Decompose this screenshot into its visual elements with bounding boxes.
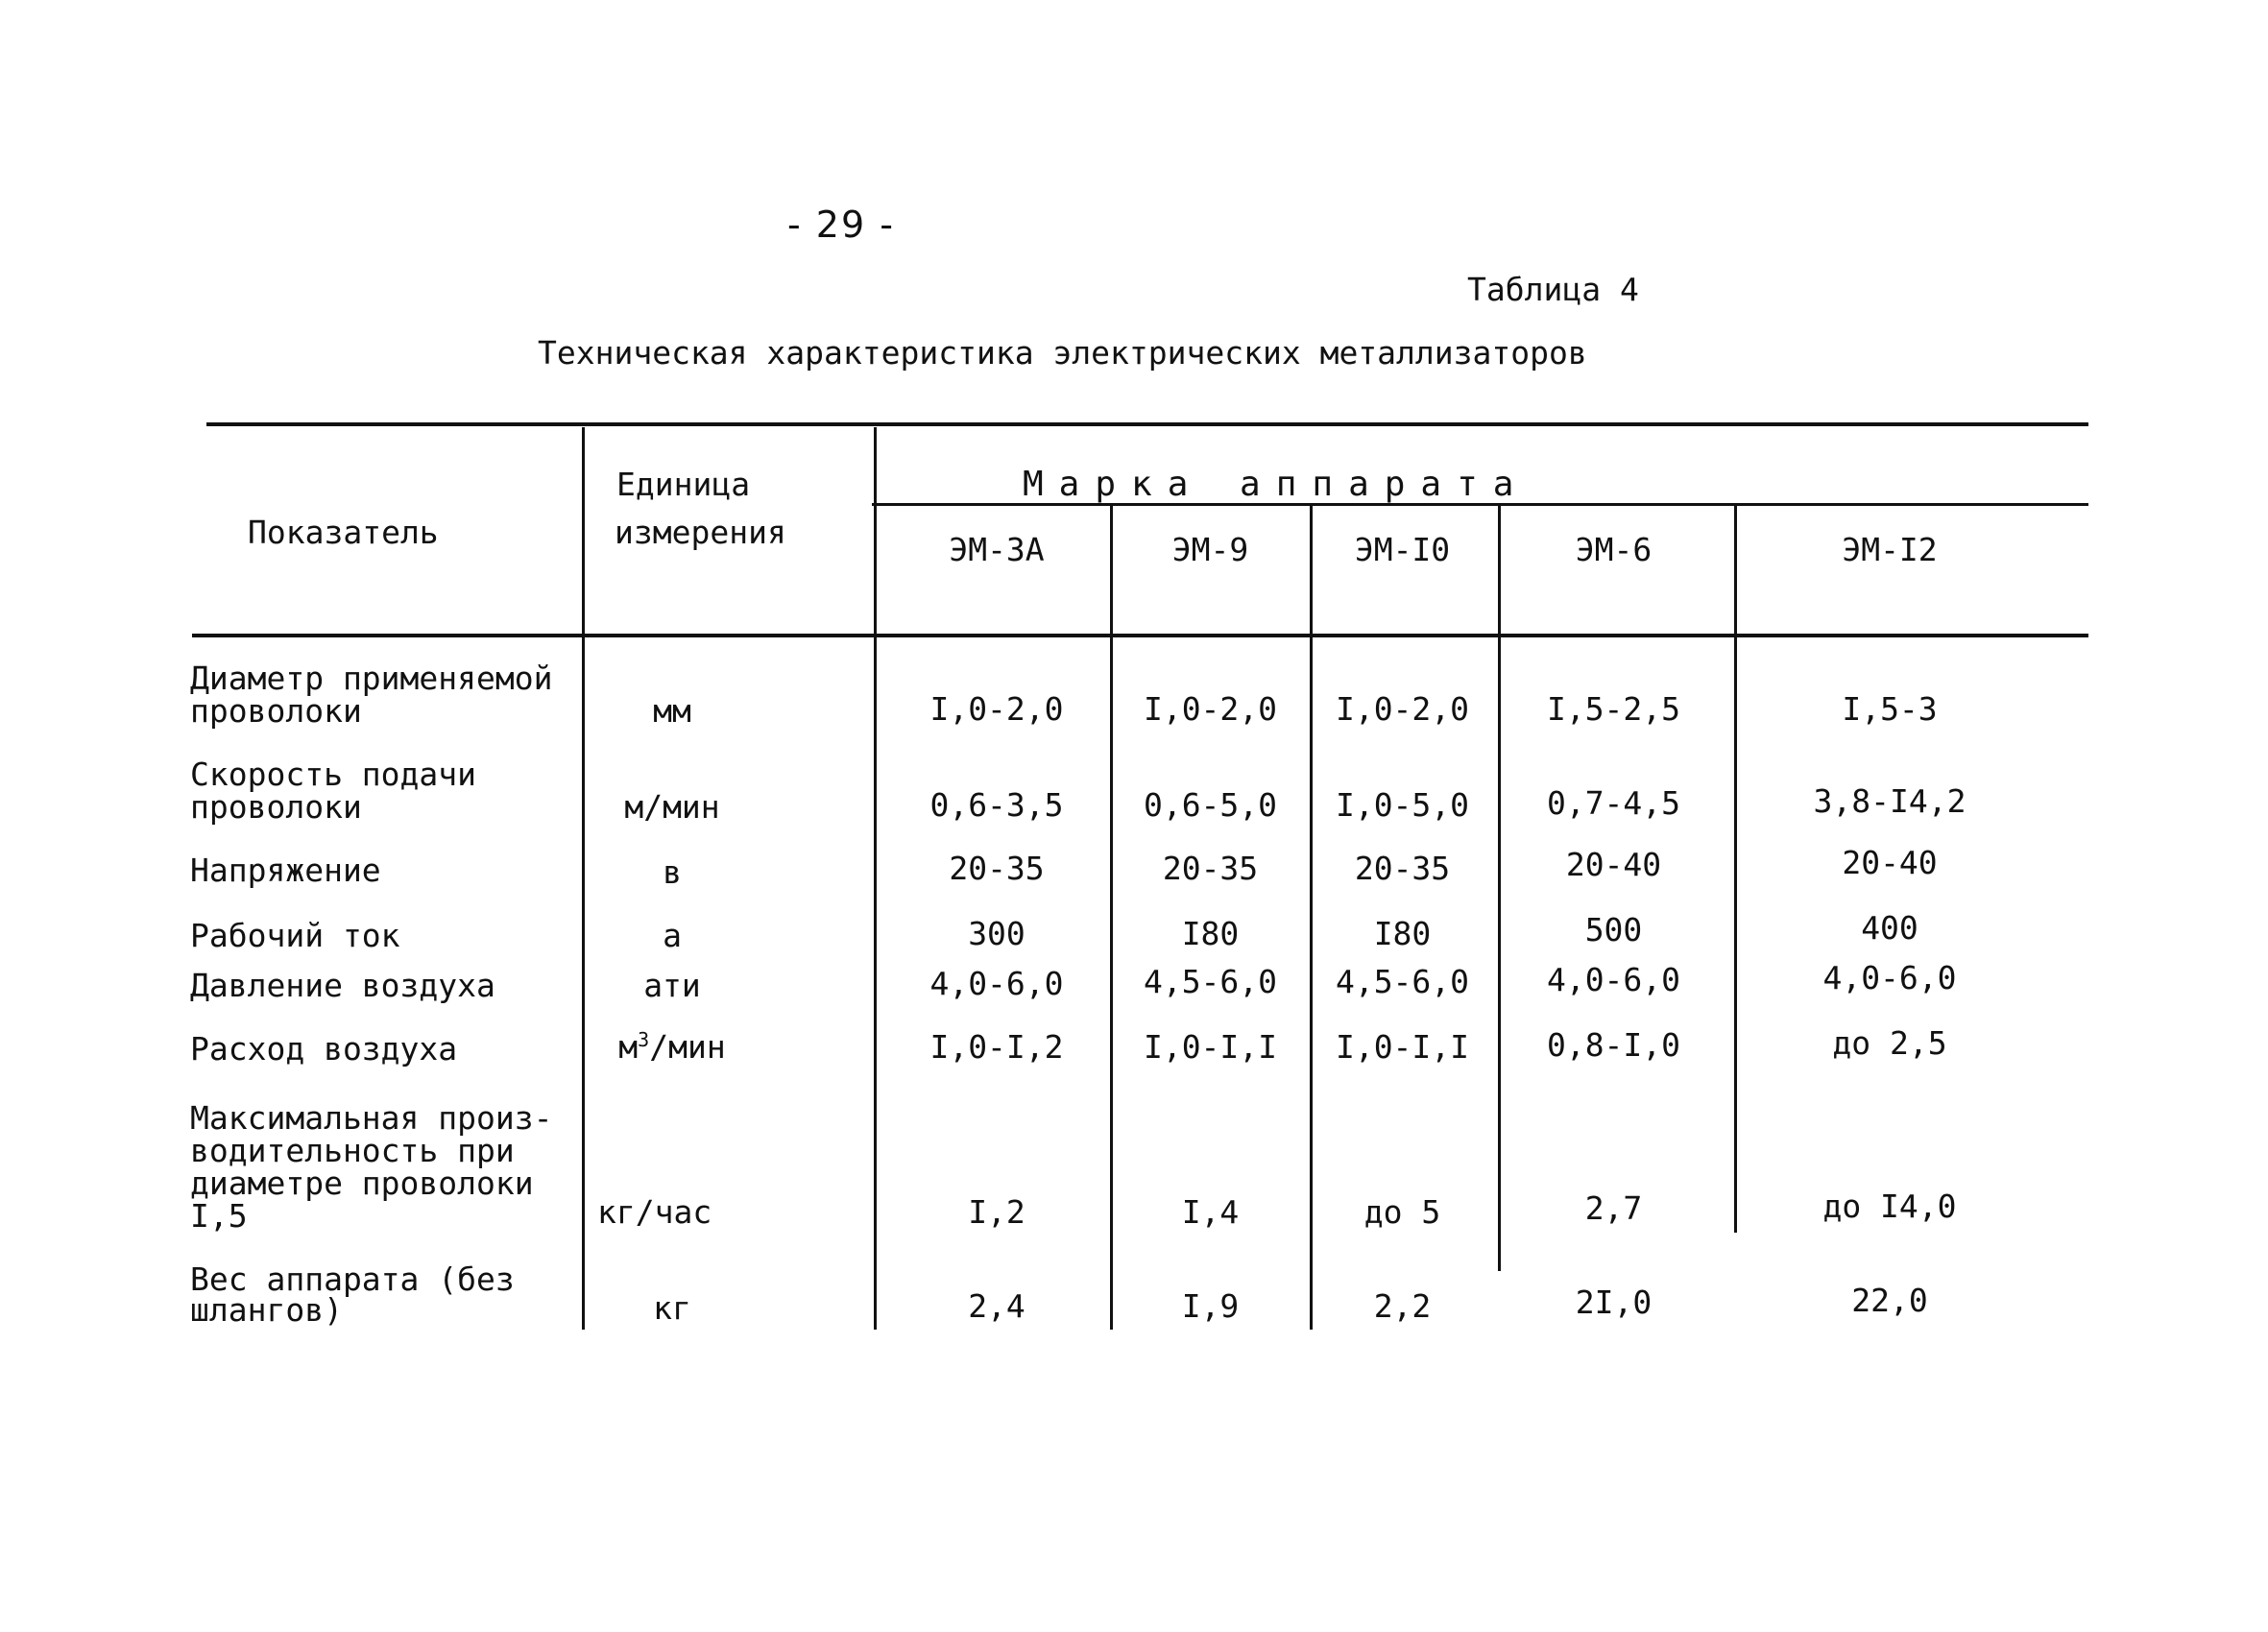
- param-label: водительность при: [190, 1132, 515, 1169]
- unit-cell: м/мин: [624, 788, 720, 826]
- header-unit-line1: Единица: [616, 466, 751, 503]
- value-cell: І,4: [1181, 1193, 1240, 1231]
- param-label: І,5: [190, 1197, 248, 1235]
- param-label: Напряжение: [190, 852, 381, 889]
- value-cell: 2,7: [1584, 1189, 1643, 1227]
- top-rule: [206, 422, 2088, 426]
- value-cell: 20-35: [949, 850, 1045, 887]
- value-cell: І,5-3: [1842, 690, 1938, 728]
- param-label: Максимальная произ-: [190, 1099, 553, 1137]
- unit-cell: ати: [643, 967, 701, 1004]
- header-model: ЭМ-6: [1575, 531, 1653, 568]
- param-label: Давление воздуха: [190, 967, 495, 1004]
- header-param: Показатель: [248, 514, 439, 551]
- table-title: Техническая характеристика электрических металлизаторов: [538, 334, 1587, 372]
- header-unit-line2: измерения: [615, 514, 786, 551]
- unit-base: м: [618, 1028, 639, 1066]
- table-label: Таблица 4: [1467, 271, 1639, 308]
- value-cell: до 2,5: [1832, 1024, 1947, 1062]
- value-cell: 2,2: [1373, 1287, 1432, 1325]
- param-label: Рабочий ток: [190, 917, 400, 954]
- value-cell: 400: [1861, 909, 1918, 947]
- value-cell: 20-35: [1162, 850, 1259, 887]
- value-cell: 0,7-4,5: [1546, 784, 1681, 822]
- value-cell: І,0-2,0: [1143, 690, 1278, 728]
- value-cell: І,0-І,І: [1143, 1028, 1278, 1066]
- header-model: ЭМ-І0: [1354, 531, 1451, 568]
- value-cell: 20-40: [1842, 844, 1938, 881]
- col-line-unit: [874, 427, 877, 1330]
- param-label: диаметре проволоки: [190, 1164, 534, 1202]
- value-cell: 4,5-6,0: [1335, 963, 1470, 1000]
- value-cell: 2І,0: [1575, 1284, 1653, 1321]
- header-model: ЭМ-І2: [1842, 531, 1938, 568]
- value-cell: І,0-5,0: [1335, 786, 1470, 824]
- value-cell: 0,6-3,5: [929, 786, 1064, 824]
- value-cell: І,9: [1181, 1287, 1240, 1325]
- param-label: Диаметр применяемой: [190, 660, 553, 697]
- param-label: Скорость подачи: [190, 756, 477, 793]
- value-cell: 20-40: [1565, 846, 1662, 883]
- unit-cell: мм: [653, 692, 691, 730]
- value-cell: 4,5-6,0: [1143, 963, 1278, 1000]
- unit-rest: /мин: [649, 1028, 726, 1066]
- value-cell: до 5: [1363, 1193, 1441, 1231]
- header-bottom-rule: [192, 634, 2088, 637]
- header-model: ЭМ-3А: [949, 531, 1045, 568]
- value-cell: 20-35: [1354, 850, 1451, 887]
- unit-cell: а: [663, 917, 682, 954]
- unit-cell: [586, 1028, 759, 1066]
- value-cell: І,5-2,5: [1546, 690, 1681, 728]
- col-line-param: [582, 427, 585, 1330]
- param-label: проволоки: [190, 692, 362, 730]
- value-cell: І,0-2,0: [1335, 690, 1470, 728]
- param-label: Расход воздуха: [190, 1030, 458, 1068]
- value-cell: І80: [1373, 915, 1432, 952]
- value-cell: 300: [968, 915, 1025, 952]
- value-cell: І,0-І,2: [929, 1028, 1064, 1066]
- value-cell: до І4,0: [1822, 1188, 1957, 1225]
- param-label: шлангов): [190, 1291, 343, 1329]
- value-cell: 4,0-6,0: [1822, 959, 1957, 996]
- header-brand: Марка аппарата: [1023, 465, 1530, 504]
- page-number: - 29 -: [787, 204, 895, 246]
- value-cell: 4,0-6,0: [1546, 961, 1681, 998]
- unit-superscript: 3: [638, 1028, 650, 1051]
- value-cell: І80: [1181, 915, 1240, 952]
- value-cell: 500: [1584, 911, 1643, 948]
- value-cell: І,0-І,І: [1335, 1028, 1470, 1066]
- value-cell: 4,0-6,0: [929, 965, 1064, 1002]
- header-model: ЭМ-9: [1171, 531, 1249, 568]
- unit-cell: кг: [653, 1289, 691, 1327]
- value-cell: І,2: [968, 1193, 1025, 1231]
- unit-cell: кг/час: [597, 1193, 712, 1231]
- value-cell: І,0-2,0: [929, 690, 1064, 728]
- param-label: проволоки: [190, 788, 362, 826]
- value-cell: 0,8-І,0: [1546, 1026, 1681, 1064]
- value-cell: 3,8-І4,2: [1813, 782, 1966, 820]
- unit-cell: в: [663, 853, 682, 891]
- value-cell: 2,4: [968, 1287, 1025, 1325]
- value-cell: 0,6-5,0: [1143, 786, 1278, 824]
- param-label: Вес аппарата (без: [190, 1260, 515, 1298]
- value-cell: 22,0: [1851, 1282, 1928, 1319]
- col-line-3: [1498, 503, 1501, 1271]
